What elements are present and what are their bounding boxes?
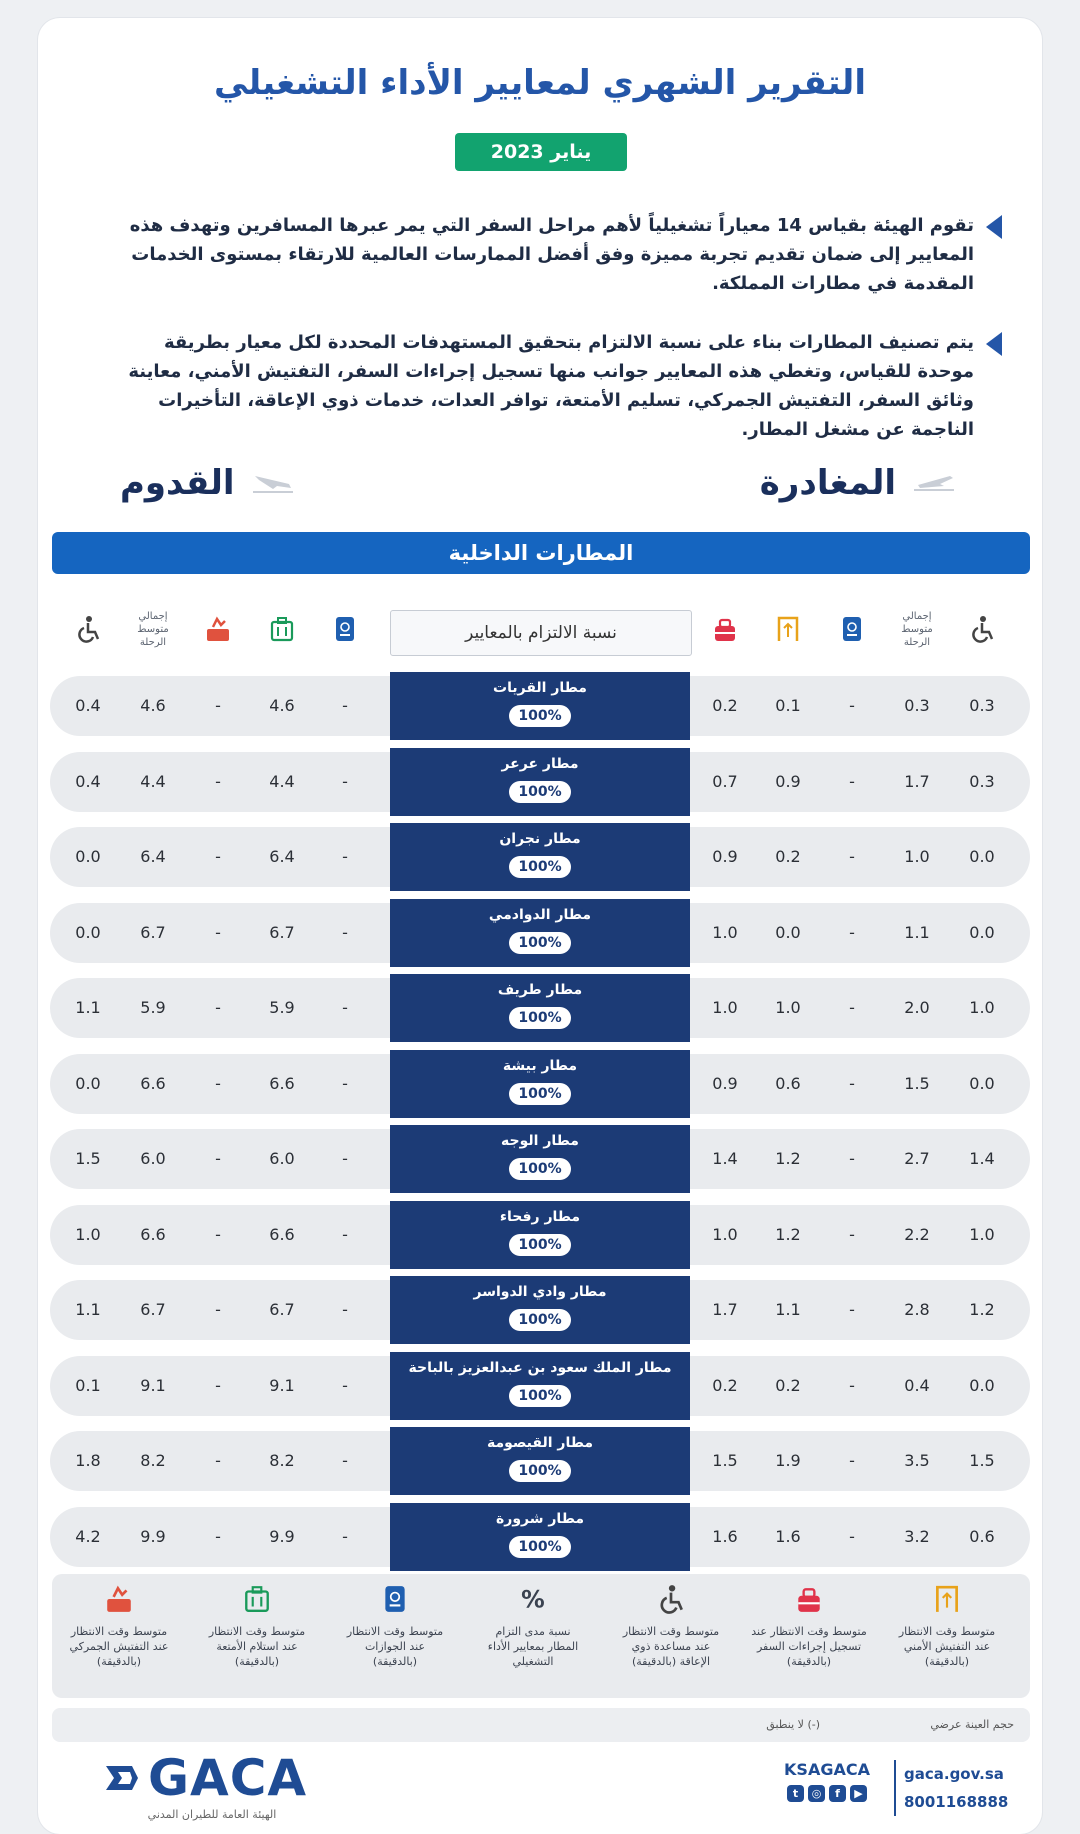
cell-dep-passport: - (849, 922, 855, 942)
cell-arr-wheelchair: 0.4 (75, 696, 101, 715)
arrival-label: القدوم (120, 463, 235, 503)
airport-row (50, 1505, 1030, 1569)
airport-compliance-cell (390, 1352, 690, 1420)
cell-arr-wheelchair: 4.2 (75, 1526, 101, 1546)
compliance-pct-badge: 100% (509, 1460, 571, 1482)
cell-dep-passport: - (849, 847, 855, 866)
journey-avg-label: إجمالي متوسط الرحلة (137, 610, 169, 648)
cell-arr-customs: - (215, 922, 221, 942)
cell-arr-customs: - (215, 847, 221, 866)
cell-arr-passport: - (342, 847, 348, 866)
cell-dep-security: 1.6 (775, 1526, 801, 1546)
intro-bullet-1 (102, 211, 1002, 298)
checkin-icon (795, 1584, 823, 1614)
cell-arr-journey: 6.7 (140, 922, 166, 942)
cell-arr-journey: 8.2 (140, 1451, 166, 1470)
airport-compliance-cell (390, 1276, 690, 1344)
legend-security: متوسط وقت الانتظار عند التفتيش الأمني (بالدقيقة) (888, 1584, 1006, 1669)
cell-arr-passport: - (342, 1224, 348, 1244)
cell-arr-customs: - (215, 1073, 221, 1093)
airport-row (50, 825, 1030, 889)
cell-dep-passport: - (849, 696, 855, 715)
intro-bullet-2 (102, 328, 1002, 444)
baggage-claim-icon (243, 1584, 271, 1614)
airport-name: مطار طريف (497, 982, 583, 998)
hdr-dep-journey (884, 600, 950, 658)
gaca-logo (102, 1750, 322, 1821)
passport-icon (332, 615, 358, 643)
gaca-wordmark: GACA (148, 1749, 308, 1807)
wheelchair-icon (75, 615, 101, 643)
compliance-pct-badge: 100% (509, 705, 571, 727)
triangle-bullet-icon (986, 332, 1002, 356)
cell-dep-journey: 0.4 (904, 1375, 930, 1395)
cell-arr-passport: - (342, 1375, 348, 1395)
page-title: التقرير الشهري لمعايير الأداء التشغيلي (214, 63, 866, 103)
cell-dep-passport: - (849, 1149, 855, 1168)
airport-compliance-cell (390, 1050, 690, 1118)
cell-dep-checkin: 1.5 (712, 1451, 738, 1470)
cell-dep-passport: - (849, 771, 855, 791)
cell-dep-checkin: 1.0 (712, 998, 738, 1017)
baggage-claim-icon (269, 615, 295, 643)
cell-arr-baggage: 6.7 (269, 922, 295, 942)
cell-arr-baggage: 6.0 (269, 1149, 295, 1168)
instagram-icon[interactable]: ◎ (808, 1785, 825, 1802)
compliance-pct-badge: 100% (509, 1007, 571, 1029)
security-gate-icon (933, 1584, 961, 1614)
cell-arr-baggage: 8.2 (269, 1451, 295, 1470)
cell-dep-security: 0.2 (775, 1375, 801, 1395)
cell-dep-checkin: 0.7 (712, 771, 738, 791)
cell-dep-wheelchair: 1.5 (969, 1451, 995, 1470)
cell-arr-passport: - (342, 771, 348, 791)
airport-row (50, 1429, 1030, 1493)
cell-dep-security: 0.0 (775, 922, 801, 942)
website-link[interactable]: gaca.gov.sa (904, 1765, 1004, 1783)
cell-arr-journey: 9.9 (140, 1526, 166, 1546)
airport-name: مطار الدوادمي (488, 906, 592, 923)
domestic-airports-banner: المطارات الداخلية (52, 532, 1030, 574)
cell-arr-baggage: 4.6 (269, 696, 295, 715)
cell-dep-journey: 3.2 (904, 1526, 930, 1546)
cell-dep-journey: 1.7 (904, 771, 930, 791)
cell-dep-journey: 1.5 (904, 1073, 930, 1093)
contact-block (772, 1760, 1009, 1830)
cell-arr-wheelchair: 1.1 (75, 1300, 101, 1319)
airport-compliance-cell (390, 823, 690, 891)
compliance-pct-badge: 100% (509, 781, 571, 803)
cell-dep-passport: - (849, 1300, 855, 1319)
airport-compliance-cell (390, 1503, 690, 1571)
airport-row (50, 750, 1030, 814)
cell-arr-passport: - (342, 922, 348, 942)
cell-arr-wheelchair: 0.0 (75, 922, 101, 942)
arrival-heading (120, 463, 297, 503)
cell-dep-checkin: 1.7 (712, 1300, 738, 1319)
gaca-subtitle: الهيئة العامة للطيران المدني (147, 1808, 277, 1821)
cell-dep-wheelchair: 1.0 (969, 998, 995, 1017)
security-gate-icon (775, 615, 801, 643)
airport-compliance-cell (390, 1125, 690, 1193)
hdr-arr-journey (120, 600, 186, 658)
cell-dep-journey: 2.7 (904, 1149, 930, 1168)
gaca-emblem-icon (102, 1758, 142, 1798)
cell-dep-journey: 2.0 (904, 998, 930, 1017)
checkin-icon (712, 615, 738, 643)
airport-row (50, 1052, 1030, 1116)
cell-dep-wheelchair: 0.6 (969, 1526, 995, 1546)
cell-arr-wheelchair: 1.0 (75, 1224, 101, 1244)
cell-arr-journey: 4.6 (140, 696, 166, 715)
cell-arr-baggage: 6.6 (269, 1073, 295, 1093)
legend-passport: متوسط وقت الانتظار عند الجوازات (بالدقيقة) (336, 1584, 454, 1669)
airport-compliance-cell (390, 672, 690, 740)
cell-dep-journey: 1.1 (904, 922, 930, 942)
airport-row (50, 1278, 1030, 1342)
cell-dep-checkin: 0.9 (712, 847, 738, 866)
compliance-pct-badge: 100% (509, 1309, 571, 1331)
departure-label: المغادرة (759, 463, 896, 503)
cell-dep-passport: - (849, 1526, 855, 1546)
cell-arr-customs: - (215, 771, 221, 791)
legend-checkin: متوسط وقت الانتظار عند تسجيل إجراءات السفر (بالدقيقة) (750, 1584, 868, 1669)
airport-name: مطار نجران (499, 831, 581, 847)
cell-dep-security: 1.1 (775, 1300, 801, 1319)
cell-arr-journey: 6.0 (140, 1149, 166, 1168)
cell-dep-passport: - (849, 1451, 855, 1470)
hdr-arr-customs (186, 600, 250, 658)
cell-dep-wheelchair: 0.3 (969, 771, 995, 791)
cell-dep-checkin: 1.0 (712, 922, 738, 942)
cell-arr-customs: - (215, 1224, 221, 1244)
note-not-applicable: (-) لا ينطبق (766, 1718, 820, 1731)
airport-name: مطار الملك سعود بن عبدالعزيز بالباحة (408, 1359, 672, 1376)
plane-landing-icon (249, 470, 297, 496)
cell-dep-wheelchair: 0.0 (969, 847, 995, 866)
cell-arr-customs: - (215, 1451, 221, 1470)
compliance-pct-badge: 100% (509, 856, 571, 878)
plane-takeoff-icon (910, 470, 958, 496)
phone-number: 8001168888 (904, 1793, 1009, 1811)
airport-name: مطار رفحاء (499, 1208, 581, 1225)
airport-row (50, 1127, 1030, 1191)
customs-icon (205, 615, 231, 643)
cell-dep-checkin: 0.9 (712, 1073, 738, 1093)
cell-arr-journey: 6.6 (140, 1073, 166, 1093)
cell-dep-wheelchair: 0.0 (969, 1073, 995, 1093)
cell-dep-checkin: 0.2 (712, 696, 738, 715)
cell-dep-journey: 0.3 (904, 696, 930, 715)
cell-dep-journey: 3.5 (904, 1451, 930, 1470)
airport-row (50, 1354, 1030, 1418)
cell-dep-journey: 2.8 (904, 1300, 930, 1319)
hdr-dep-passport (820, 600, 884, 658)
airport-compliance-cell (390, 748, 690, 816)
cell-dep-wheelchair: 1.0 (969, 1224, 995, 1244)
cell-arr-wheelchair: 1.1 (75, 998, 101, 1017)
airport-row (50, 901, 1030, 965)
cell-arr-baggage: 6.7 (269, 1300, 295, 1319)
wheelchair-icon (969, 615, 995, 643)
cell-arr-baggage: 9.1 (269, 1375, 295, 1395)
cell-dep-checkin: 1.6 (712, 1526, 738, 1546)
cell-dep-security: 1.2 (775, 1224, 801, 1244)
airport-compliance-cell (390, 1427, 690, 1495)
legend (52, 1574, 1030, 1698)
hdr-arr-baggage (250, 600, 314, 658)
airport-name: مطار عرعر (501, 755, 579, 772)
cell-dep-security: 1.9 (775, 1451, 801, 1470)
cell-arr-journey: 6.4 (140, 847, 166, 866)
cell-dep-security: 0.1 (775, 696, 801, 715)
compliance-pct-badge: 100% (509, 1385, 571, 1407)
cell-arr-passport: - (342, 998, 348, 1017)
cell-dep-passport: - (849, 1224, 855, 1244)
cell-arr-baggage: 6.4 (269, 847, 295, 866)
cell-dep-checkin: 0.2 (712, 1375, 738, 1395)
cell-arr-wheelchair: 1.8 (75, 1451, 101, 1470)
airport-name: مطار القريات (493, 680, 587, 696)
hdr-dep-security (756, 600, 820, 658)
bullet-text: تقوم الهيئة بقياس 14 معياراً تشغيلياً لأهم مراحل السفر التي يمر عبرها المسافرين وتهدف هذه المعايير إلى ضمان تقديم تجربة مميزة وفق أفضل الممارسات العالمية للارتقاء بمستوى الخدمات المقدمة في مطارات المملكة. (129, 215, 974, 294)
cell-dep-wheelchair: 0.0 (969, 1375, 995, 1395)
airport-compliance-cell (390, 974, 690, 1042)
legend-percent: % نسبة مدى التزام المطار بمعايير الأداء التشغيلي (487, 1585, 579, 1668)
airport-row (50, 1203, 1030, 1267)
cell-arr-wheelchair: 1.5 (75, 1149, 101, 1168)
cell-dep-journey: 2.2 (904, 1224, 930, 1244)
compliance-pct-badge: 100% (509, 1234, 571, 1256)
compliance-pct-badge: 100% (509, 1083, 571, 1105)
hdr-dep-wheelchair (950, 600, 1014, 658)
compliance-pct-badge: 100% (509, 1536, 571, 1558)
cell-dep-passport: - (849, 1375, 855, 1395)
airport-name: مطار شرورة (496, 1510, 584, 1527)
hdr-dep-checkin (694, 600, 756, 658)
cell-arr-passport: - (342, 696, 348, 715)
cell-arr-baggage: 4.4 (269, 771, 295, 791)
cell-dep-wheelchair: 1.2 (969, 1300, 995, 1319)
cell-arr-journey: 6.6 (140, 1224, 166, 1244)
airport-row (50, 674, 1030, 738)
social-icons (772, 1785, 882, 1802)
cell-dep-security: 1.2 (775, 1149, 801, 1168)
passport-icon (381, 1584, 409, 1614)
departure-heading (760, 463, 958, 503)
airport-name: مطار الوجه (501, 1133, 579, 1149)
cell-arr-journey: 6.7 (140, 1300, 166, 1319)
percent-icon (519, 1584, 547, 1614)
cell-arr-passport: - (342, 1451, 348, 1470)
cell-arr-journey: 9.1 (140, 1375, 166, 1395)
airport-row (50, 976, 1030, 1040)
cell-arr-customs: - (215, 1526, 221, 1546)
cell-dep-security: 0.2 (775, 847, 801, 866)
airport-compliance-cell (390, 1201, 690, 1269)
compliance-pct-badge: 100% (509, 1158, 571, 1180)
cell-dep-security: 1.0 (775, 998, 801, 1017)
cell-dep-wheelchair: 1.4 (969, 1149, 995, 1168)
legend-note (52, 1708, 1030, 1742)
cell-arr-baggage: 6.6 (269, 1224, 295, 1244)
cell-arr-journey: 5.9 (140, 998, 166, 1017)
cell-arr-passport: - (342, 1149, 348, 1168)
cell-dep-checkin: 1.0 (712, 1224, 738, 1244)
cell-arr-wheelchair: 0.4 (75, 771, 101, 791)
note-sample: حجم العينة عرضي (930, 1718, 1014, 1731)
airport-name: مطار وادي الدواسر (473, 1284, 607, 1300)
cell-arr-customs: - (215, 1375, 221, 1395)
cell-arr-journey: 4.4 (140, 771, 166, 791)
legend-baggage: متوسط وقت الانتظار عند استلام الأمتعة (بالدقيقة) (198, 1584, 316, 1669)
cell-dep-checkin: 1.4 (712, 1149, 738, 1168)
cell-arr-wheelchair: 0.0 (75, 1073, 101, 1093)
cell-dep-wheelchair: 0.3 (969, 696, 995, 715)
hdr-arr-wheelchair (58, 600, 118, 658)
triangle-bullet-icon (986, 215, 1002, 239)
compliance-pct-badge: 100% (509, 932, 571, 954)
cell-dep-security: 0.6 (775, 1073, 801, 1093)
social-handle: KSAGACA (784, 1760, 870, 1779)
cell-arr-passport: - (342, 1073, 348, 1093)
hdr-arr-passport (314, 600, 376, 658)
svg-text:%: % (521, 1585, 545, 1614)
cell-dep-wheelchair: 0.0 (969, 922, 995, 942)
compliance-header: نسبة الالتزام بالمعايير (390, 610, 692, 656)
cell-arr-customs: - (215, 696, 221, 715)
date-badge: يناير 2023 (455, 133, 627, 171)
cell-arr-customs: - (215, 1149, 221, 1168)
customs-icon (105, 1584, 133, 1614)
twitter-icon[interactable]: t (787, 1785, 804, 1802)
airport-name: مطار بيشة (502, 1057, 578, 1074)
cell-dep-passport: - (849, 998, 855, 1017)
bullet-text: يتم تصنيف المطارات بناء على نسبة الالتزام بتحقيق المستهدفات المحددة لكل معيار بطريقة موحدة للقياس، وتغطي هذه المعايير جوانب منها تسجيل إجراءات السفر، التفتيش الأمني، معاينة وثائق السفر، التفتيش الجمركي، تسليم الأمتعة، توافر العدات، خدمات ذوي الإعاقة، التأخيرات الناجمة عن مشغل المطار. (128, 332, 974, 440)
cell-arr-baggage: 5.9 (269, 998, 295, 1017)
cell-dep-journey: 1.0 (904, 847, 930, 866)
cell-arr-wheelchair: 0.1 (75, 1375, 101, 1395)
cell-arr-baggage: 9.9 (269, 1526, 295, 1546)
cell-arr-passport: - (342, 1300, 348, 1319)
cell-arr-passport: - (342, 1526, 348, 1546)
journey-avg-label: إجمالي متوسط الرحلة (901, 610, 933, 648)
youtube-icon[interactable]: ▶ (850, 1785, 867, 1802)
cell-arr-customs: - (215, 1300, 221, 1319)
cell-arr-customs: - (215, 998, 221, 1017)
cell-dep-passport: - (849, 1073, 855, 1093)
report-card (38, 18, 1042, 1834)
cell-arr-wheelchair: 0.0 (75, 847, 101, 866)
passport-icon (839, 615, 865, 643)
cell-dep-security: 0.9 (775, 771, 801, 791)
airport-compliance-cell (390, 899, 690, 967)
legend-wheelchair: متوسط وقت الانتظار عند مساعدة ذوي الإعاقة (بالدقيقة) (612, 1584, 730, 1669)
wheelchair-icon (657, 1584, 685, 1614)
legend-customs: متوسط وقت الانتظار عند التفتيش الجمركي (بالدقيقة) (60, 1584, 178, 1669)
facebook-icon[interactable]: f (829, 1785, 846, 1802)
airport-name: مطار القيصومة (486, 1435, 594, 1451)
